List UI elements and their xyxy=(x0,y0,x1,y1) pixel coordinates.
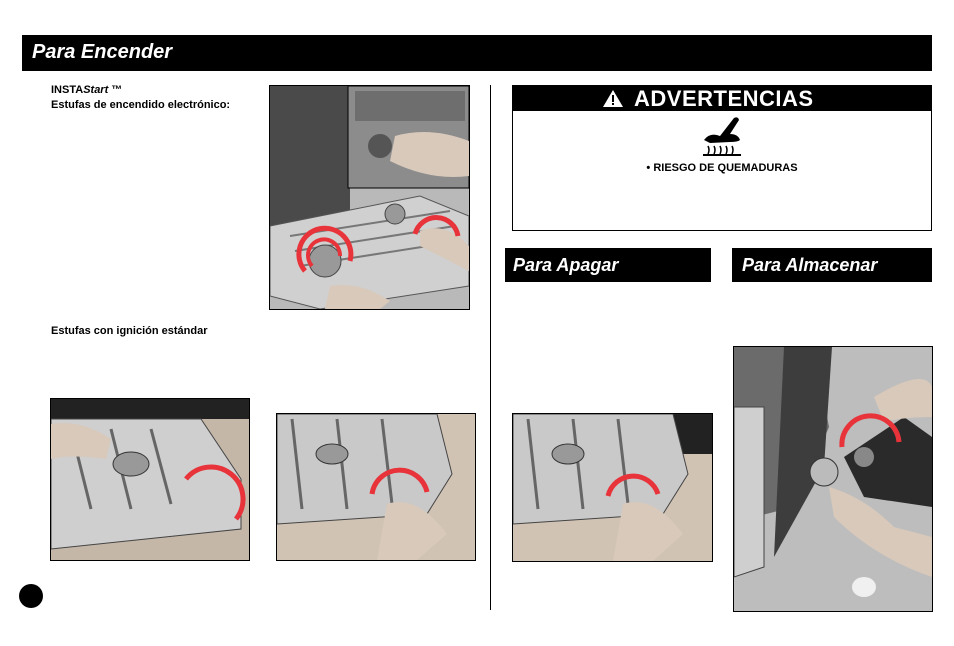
page-title: Para Encender xyxy=(32,41,173,63)
warning-box xyxy=(512,85,932,231)
photo-turn-off xyxy=(512,413,713,562)
section-header-para-encender xyxy=(22,35,932,71)
insta-subtitle: Estufas de encendido electrónico: xyxy=(51,99,231,111)
photo-storage-cylinder xyxy=(733,346,933,612)
section-header-para-almacenar xyxy=(732,248,932,282)
brand-prefix: INSTA xyxy=(51,84,84,96)
page-number-badge xyxy=(19,584,43,608)
column-divider xyxy=(490,85,491,610)
section-header-para-apagar xyxy=(505,248,711,282)
hand-flame-burn-icon xyxy=(700,112,746,161)
warning-triangle-icon xyxy=(602,89,624,113)
photo-electronic-ignition xyxy=(269,85,470,310)
warning-burn-risk: • RIESGO DE QUEMADURAS xyxy=(646,162,798,174)
warning-title-bar xyxy=(513,86,931,111)
brand-tm: ™ xyxy=(108,84,123,96)
photo-standard-lighting-2 xyxy=(276,413,476,561)
standard-ignition-label: Estufas con ignición estándar xyxy=(51,325,208,337)
insta-start-heading xyxy=(51,84,122,96)
photo-standard-lighting-1 xyxy=(50,398,250,561)
brand-italic: Start xyxy=(83,84,109,96)
warning-title: ADVERTENCIAS xyxy=(634,86,814,111)
off-section-title: Para Apagar xyxy=(513,255,619,275)
store-section-title: Para Almacenar xyxy=(742,255,878,275)
